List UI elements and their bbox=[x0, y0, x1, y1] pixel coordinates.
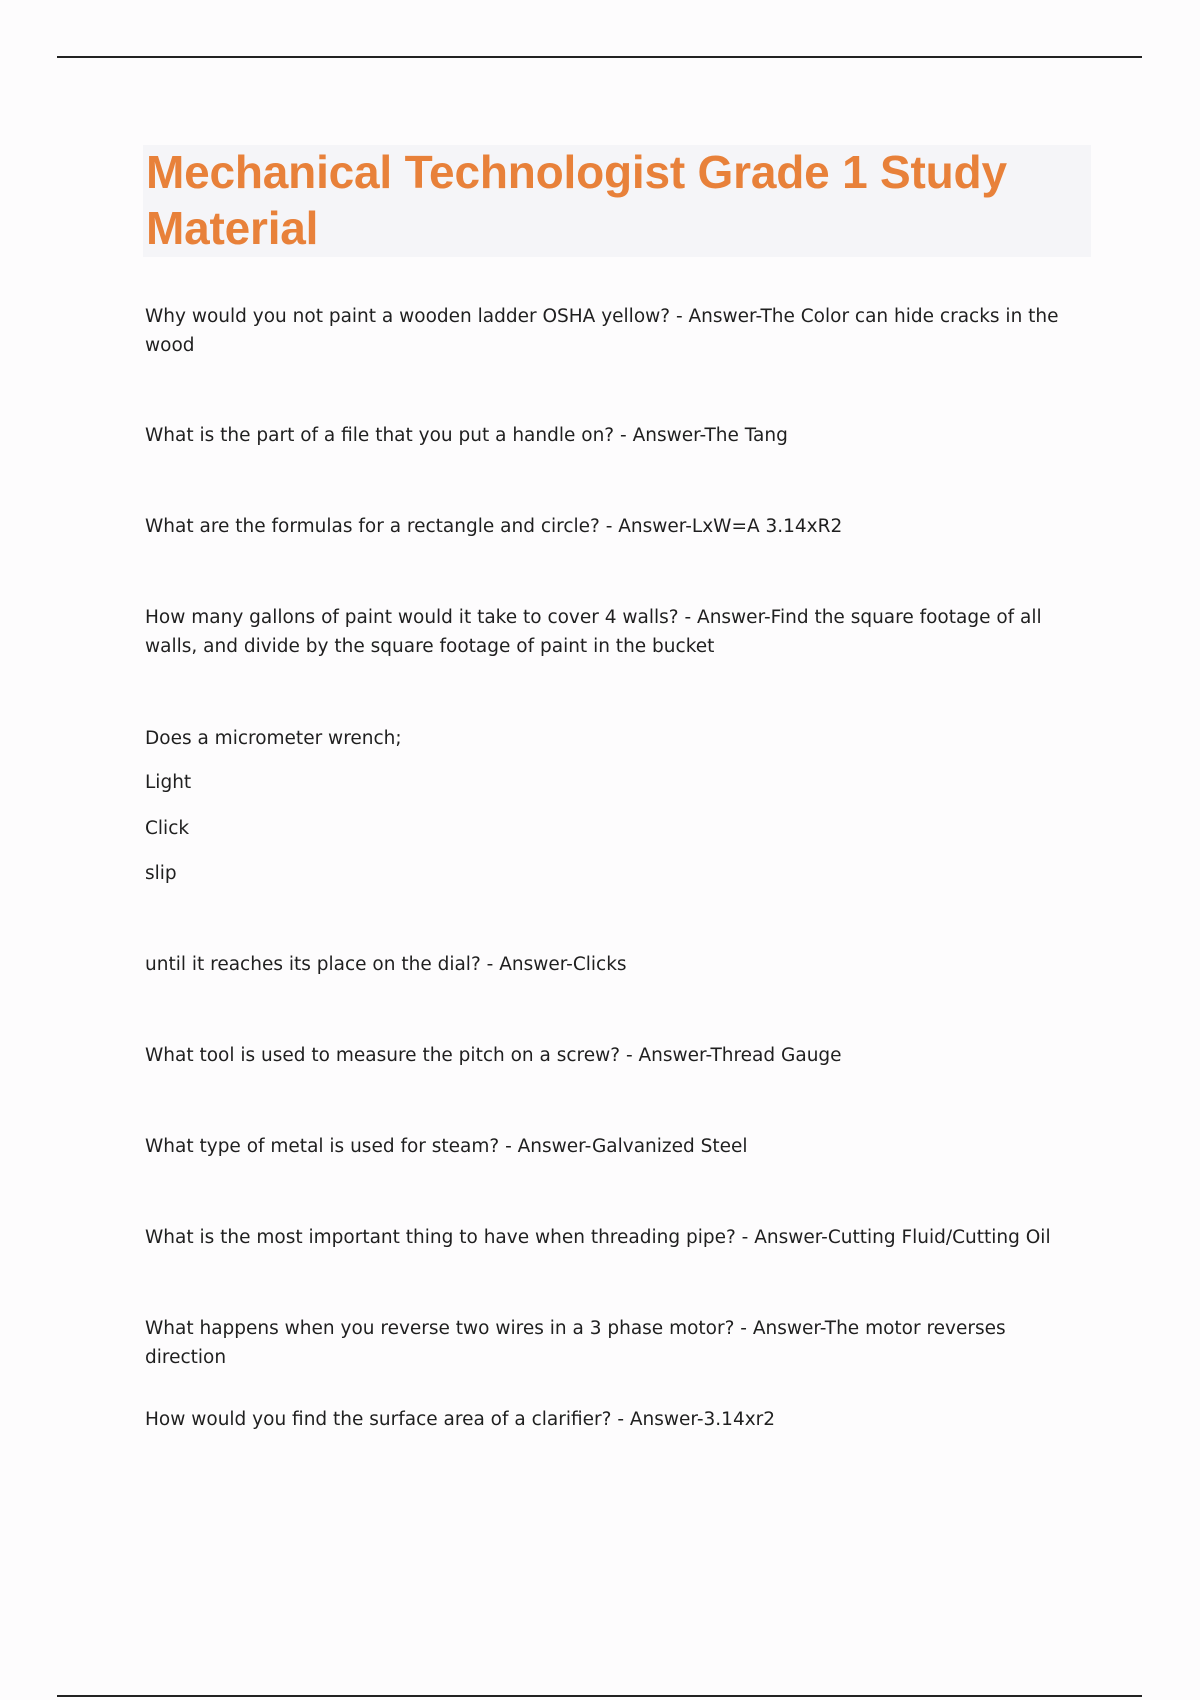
qa-ladder-paint: Why would you not paint a wooden ladder OSHA yellow? - Answer-The Color can hide cracks in the wood bbox=[145, 306, 1059, 356]
qa-micrometer-option-slip: slip bbox=[145, 863, 177, 884]
qa-file-handle: What is the part of a file that you put a handle on? - Answer-The Tang bbox=[145, 425, 788, 446]
qa-micrometer-option-click: Click bbox=[145, 818, 190, 839]
page-title: Mechanical Technologist Grade 1 Study Material bbox=[146, 146, 1007, 254]
qa-micrometer-option-light: Light bbox=[145, 772, 192, 793]
qa-paint-gallons: How many gallons of paint would it take to cover 4 walls? - Answer-Find the square footage of all walls, and divide by the square footage of paint in the bucket bbox=[145, 607, 1042, 657]
qa-formulas: What are the formulas for a rectangle and circle? - Answer-LxW=A 3.14xR2 bbox=[145, 516, 843, 537]
qa-micrometer-answer: until it reaches its place on the dial? - Answer-Clicks bbox=[145, 954, 627, 975]
qa-micrometer-question: Does a micrometer wrench; bbox=[145, 728, 402, 749]
qa-screw-pitch: What tool is used to measure the pitch on a screw? - Answer-Thread Gauge bbox=[145, 1045, 842, 1066]
top-rule bbox=[57, 56, 1142, 58]
qa-clarifier-area: How would you find the surface area of a clarifier? - Answer-3.14xr2 bbox=[145, 1409, 776, 1430]
bottom-rule bbox=[57, 1695, 1142, 1697]
qa-threading-pipe: What is the most important thing to have when threading pipe? - Answer-Cutting Fluid/Cutting Oil bbox=[145, 1227, 1051, 1248]
qa-three-phase-motor: What happens when you reverse two wires in a 3 phase motor? - Answer-The motor reverses direction bbox=[145, 1318, 1006, 1368]
qa-steam-metal: What type of metal is used for steam? - Answer-Galvanized Steel bbox=[145, 1136, 748, 1157]
